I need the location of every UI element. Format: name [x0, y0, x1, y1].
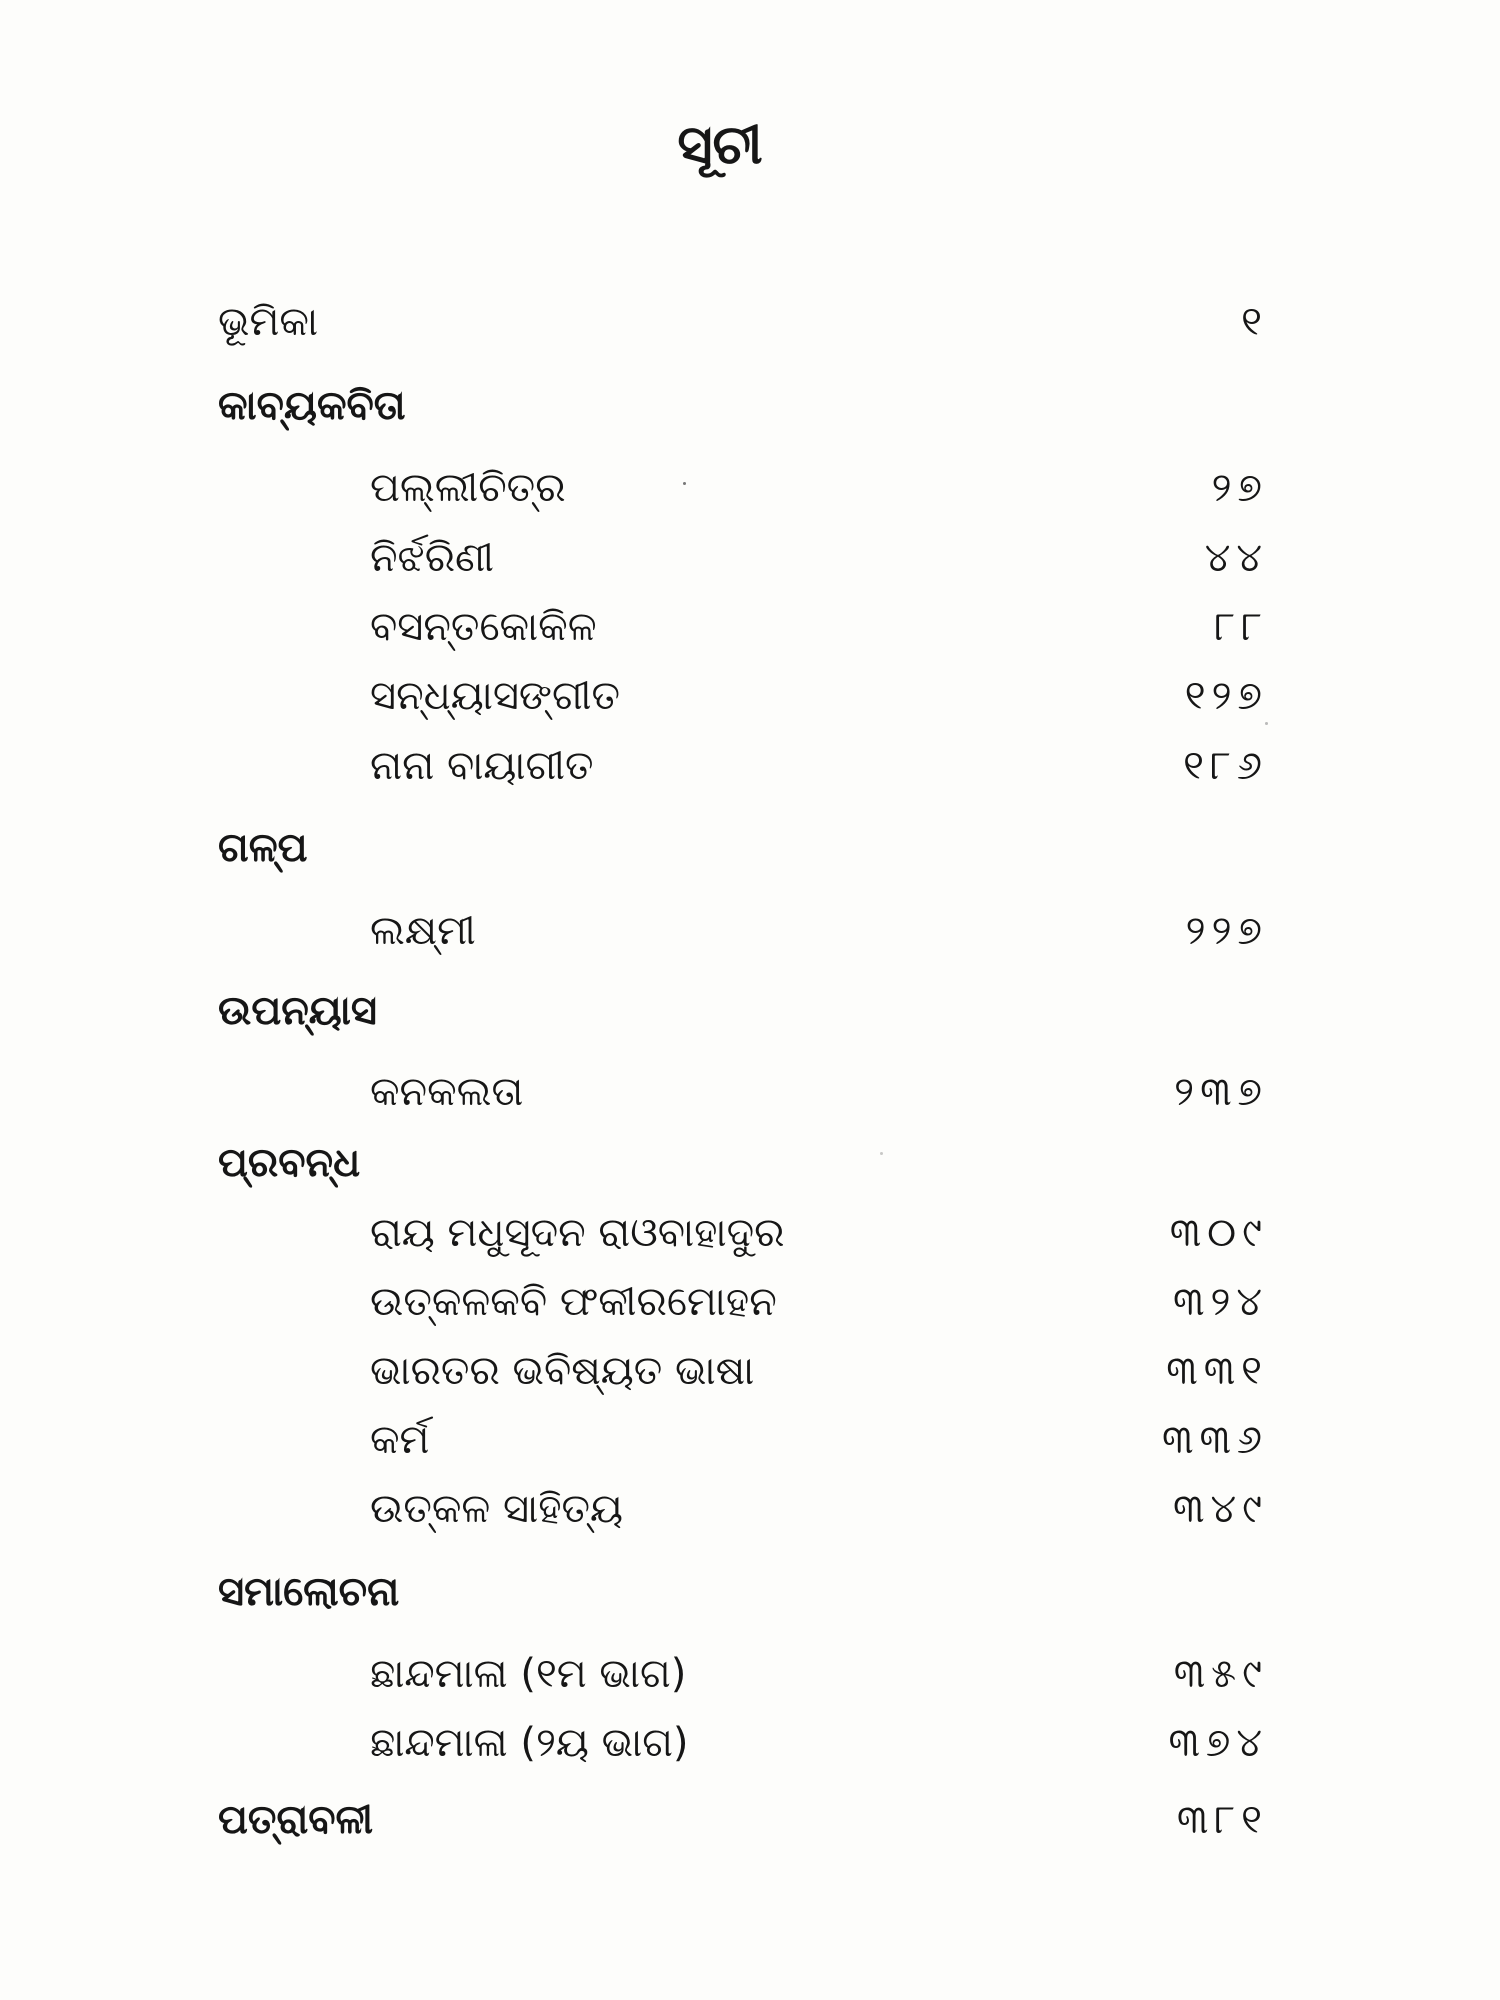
toc-row[interactable]: [0, 601, 1500, 653]
section-heading: ସମାଲୋଚନା: [218, 1569, 400, 1615]
toc-page-number: ୩୦୯: [1169, 1210, 1268, 1256]
section-heading: ଗଳ୍ପ: [218, 825, 308, 871]
toc-page-number: ୧: [1241, 299, 1268, 345]
toc-page-number: ୧୨୭: [1184, 673, 1268, 719]
paper-speck: [683, 482, 686, 485]
toc-row[interactable]: [0, 1345, 1500, 1397]
toc-page-number: ୨୭: [1211, 465, 1268, 511]
toc-label: ପଲ୍ଲୀଚିତ୍ର: [370, 465, 566, 511]
paper-speck: [880, 1152, 883, 1155]
toc-label: ନିର୍ଝରିଣୀ: [370, 535, 494, 581]
toc-row[interactable]: [0, 905, 1500, 957]
section-heading: ପ୍ରବନ୍ଧ: [218, 1140, 361, 1186]
toc-page-number: ୩୨୪: [1173, 1279, 1268, 1325]
toc-label: ବସନ୍ତକୋକିଳ: [370, 604, 597, 650]
toc-page-number: ୩୪୯: [1173, 1486, 1268, 1532]
toc-label: ଲକ୍ଷ୍ମୀ: [370, 908, 476, 954]
toc-row-intro[interactable]: [0, 296, 1500, 348]
toc-label: ଉତ୍କଳକବି ଫକୀରମୋହନ: [370, 1279, 777, 1325]
toc-row[interactable]: [0, 1414, 1500, 1466]
toc-section-galpa[interactable]: [0, 822, 1500, 874]
toc-label: ଭୂମିକା: [218, 299, 319, 345]
toc-row[interactable]: [0, 740, 1500, 792]
toc-page-number: ୩୫୯: [1173, 1651, 1268, 1697]
toc-page-number: ୩୮୧: [1176, 1797, 1268, 1843]
toc-label: ସନ୍ଧ୍ୟାସଙ୍ଗୀତ: [370, 673, 620, 719]
toc-page-number: ୨୩୭: [1174, 1069, 1268, 1115]
toc-page-number: ୪୪: [1204, 535, 1268, 581]
toc-row[interactable]: [0, 670, 1500, 722]
toc-row[interactable]: [0, 462, 1500, 514]
toc-label: ରାୟ ମଧୁସୂଦନ ରାଓବାହାଦୁର: [370, 1210, 785, 1256]
toc-row[interactable]: [0, 1648, 1500, 1700]
section-heading: କାବ୍ୟକବିତା: [218, 383, 406, 429]
toc-page-number: ୧୮୬: [1183, 743, 1268, 789]
toc-row[interactable]: [0, 1207, 1500, 1259]
toc-page-number: ୩୩୧: [1166, 1348, 1268, 1394]
toc-label: ଛାନ୍ଦମାଳା (୧ମ ଭାଗ): [370, 1651, 687, 1697]
paper-speck: [1265, 722, 1268, 725]
toc-row[interactable]: [0, 1717, 1500, 1769]
page-title: ସୂଚୀ: [677, 113, 763, 176]
toc-label: ଭାରତର ଭବିଷ୍ୟତ ଭାଷା: [370, 1348, 755, 1394]
toc-section-upanyasa[interactable]: [0, 985, 1500, 1037]
toc-page-number: ୩୩୬: [1162, 1417, 1268, 1463]
section-heading: ପତ୍ରାବଳୀ: [218, 1797, 374, 1843]
toc-row[interactable]: [0, 532, 1500, 584]
toc-label: ଉତ୍କଳ ସାହିତ୍ୟ: [370, 1486, 624, 1532]
toc-section-patrabali[interactable]: [0, 1794, 1500, 1846]
toc-section-kavya[interactable]: [0, 380, 1500, 432]
toc-label: ଛାନ୍ଦମାଳା (୨ୟ ଭାଗ): [370, 1720, 689, 1766]
toc-page-number: ୩୭୪: [1168, 1720, 1268, 1766]
section-heading: ଉପନ୍ୟାସ: [218, 988, 377, 1034]
toc-page-number: ୮୮: [1214, 604, 1268, 650]
toc-row[interactable]: [0, 1483, 1500, 1535]
toc-row[interactable]: [0, 1276, 1500, 1328]
toc-page-number: ୨୨୭: [1185, 908, 1268, 954]
toc-label: କନକଲତା: [370, 1069, 524, 1115]
toc-label: କର୍ମ: [370, 1417, 430, 1463]
toc-section-prabandha[interactable]: [0, 1137, 1500, 1189]
toc-label: ନାନା ବାୟାଗୀତ: [370, 743, 594, 789]
toc-section-samalochana[interactable]: [0, 1566, 1500, 1618]
toc-row[interactable]: [0, 1066, 1500, 1118]
